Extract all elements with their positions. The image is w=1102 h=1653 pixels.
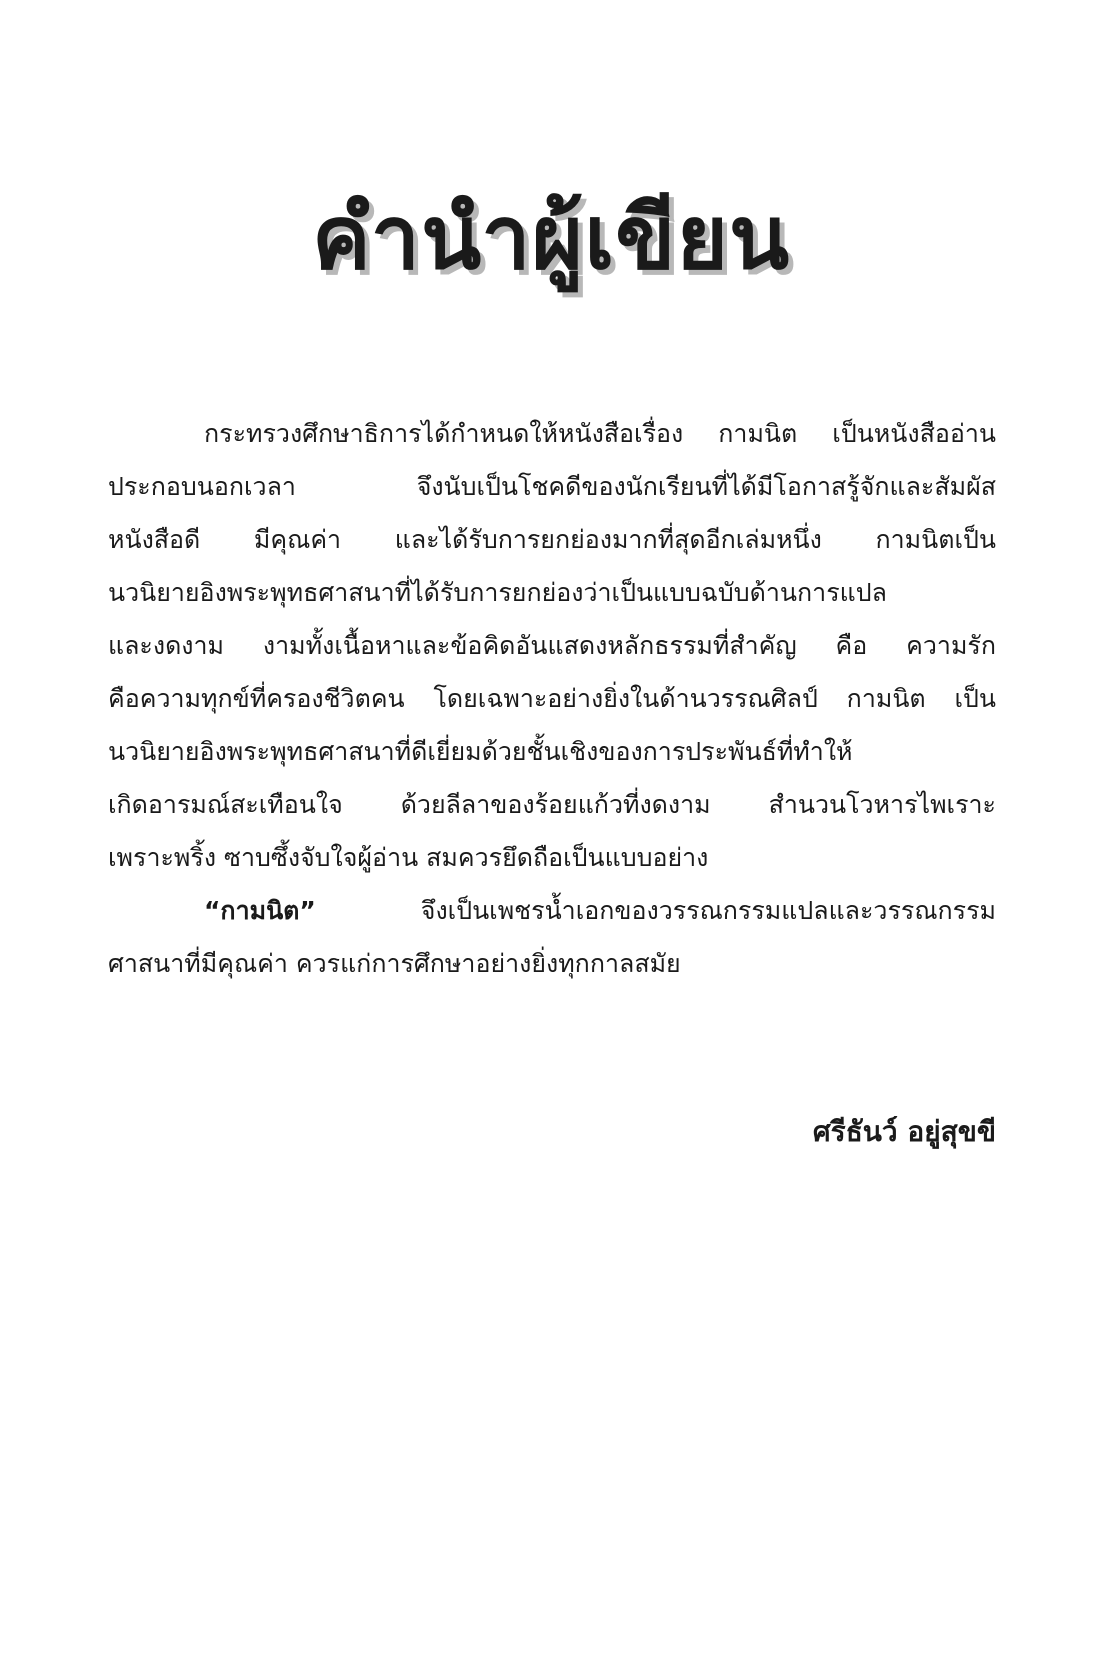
paragraph-line: เกิดอารมณ์สะเทือนใจ ด้วยลีลาของร้อยแก้วที่งดงาม สำนวนโวหารไพเราะ: [108, 790, 996, 819]
paragraph-line: และงดงาม งามทั้งเนื้อหาและข้อคิดอันแสดงหลักธรรมที่สำคัญ คือ ความรัก: [108, 631, 996, 660]
book-title-emphasis: “กามนิต”: [204, 896, 316, 925]
paragraph-line: ประกอบนอกเวลา จึงนับเป็นโชคดีของนักเรียนที่ได้มีโอกาสรู้จักและสัมผัส: [108, 472, 996, 501]
paragraph-line: คือความทุกข์ที่ครองชีวิตคน โดยเฉพาะอย่างยิ่งในด้านวรรณศิลป์ กามนิต เป็น: [108, 684, 996, 713]
paragraph-line: กระทรวงศึกษาธิการได้กำหนดให้หนังสือเรื่อง กามนิต เป็นหนังสืออ่าน: [204, 419, 996, 448]
page-title: คำนำผู้เขียน: [311, 186, 791, 289]
author-signature: ศรีธันว์ อยู่สุขขี: [812, 1115, 996, 1148]
paragraph-line: หนังสือดี มีคุณค่า และได้รับการยกย่องมากที่สุดอีกเล่มหนึ่ง กามนิตเป็น: [108, 525, 996, 554]
paragraph-line: ศาสนาที่มีคุณค่า ควรแก่การศึกษาอย่างยิ่งทุกกาลสมัย: [108, 949, 681, 978]
paragraph-line: นวนิยายอิงพระพุทธศาสนาที่ได้รับการยกย่องว่าเป็นแบบฉบับด้านการแปล: [108, 578, 887, 607]
paragraph-line: เพราะพริ้ง ซาบซึ้งจับใจผู้อ่าน สมควรยึดถือเป็นแบบอย่าง: [108, 843, 709, 872]
paragraph-line: นวนิยายอิงพระพุทธศาสนาที่ดีเยี่ยมด้วยชั้นเชิงของการประพันธ์ที่ทำให้: [108, 737, 853, 766]
preface-body: [108, 407, 996, 990]
paragraph-text: จึงเป็นเพชรน้ำเอกของวรรณกรรมแปลและวรรณกรรม: [420, 896, 996, 925]
paragraph-line: [108, 884, 996, 937]
